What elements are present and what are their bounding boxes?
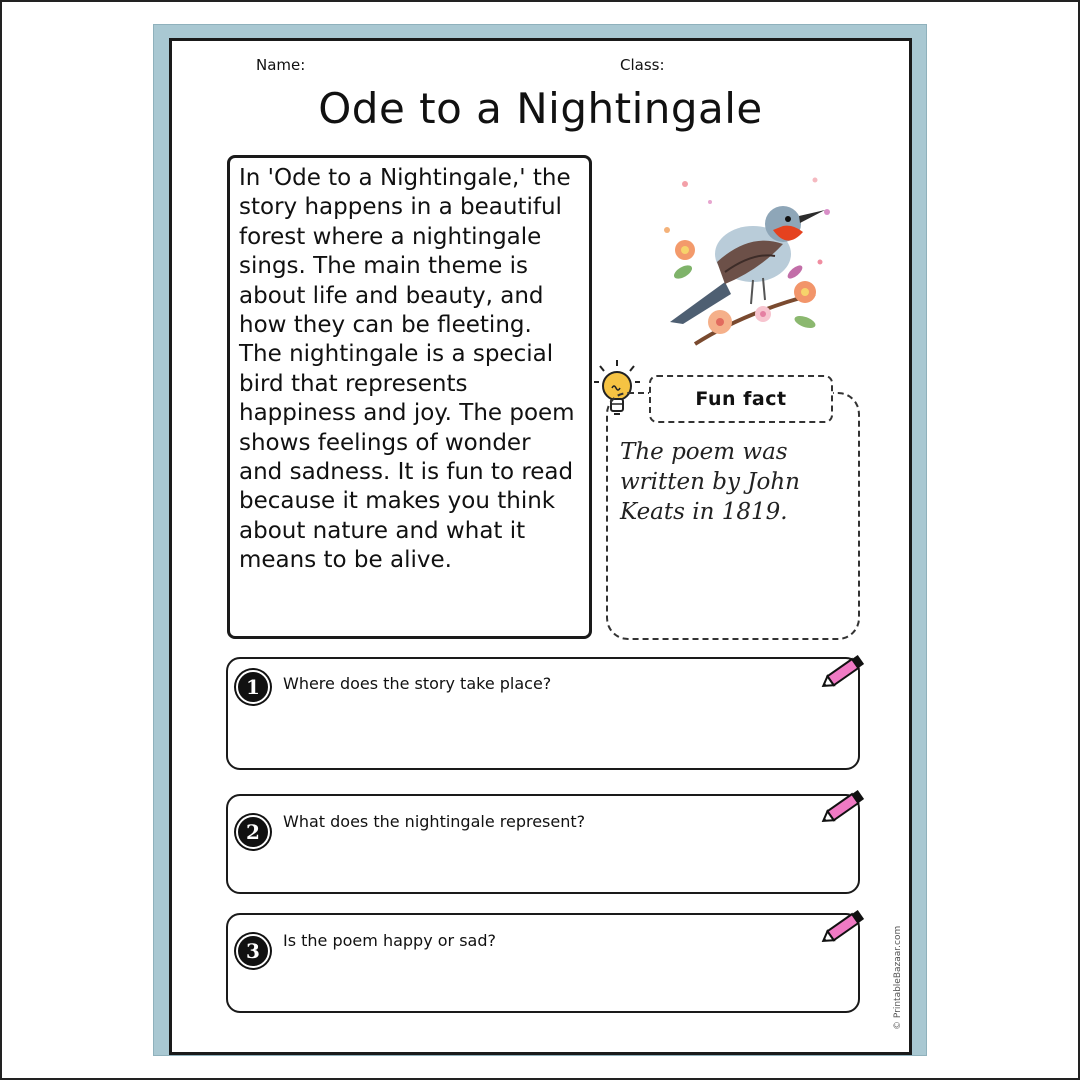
answer-box-3[interactable] xyxy=(226,913,860,1013)
reading-passage-text: In 'Ode to a Nightingale,' the story happens in a beautiful forest where a nightingale sings. The main theme is about life and beauty, and how they can be fleeting. The nightingale is a special bird that represents happiness and joy. The poem shows feelings of wonder and sadness. It is fun to read because it makes you think about nature and what it means to be alive. xyxy=(239,165,575,574)
fun-fact-text: The poem was written by John Keats in 1819. xyxy=(620,439,800,525)
name-label: Name: xyxy=(256,56,306,74)
nightingale-illustration xyxy=(655,172,835,352)
question-number-1: 1 xyxy=(236,670,270,704)
question-text-3: Is the poem happy or sad? xyxy=(283,931,496,950)
question-text-1: Where does the story take place? xyxy=(283,674,552,693)
watermark: © PrintableBazaar.com xyxy=(893,925,903,1030)
pencil-icon xyxy=(818,785,870,829)
question-number-2: 2 xyxy=(236,815,270,849)
fun-fact-heading: Fun fact xyxy=(649,375,833,423)
question-text-2: What does the nightingale represent? xyxy=(283,812,586,831)
question-number-3: 3 xyxy=(236,934,270,968)
pencil-icon xyxy=(818,905,870,949)
answer-box-2[interactable] xyxy=(226,794,860,894)
class-label: Class: xyxy=(620,56,665,74)
pencil-icon xyxy=(818,650,870,694)
page-title: Ode to a Nightingale xyxy=(318,84,763,133)
reading-passage-box xyxy=(227,155,592,639)
